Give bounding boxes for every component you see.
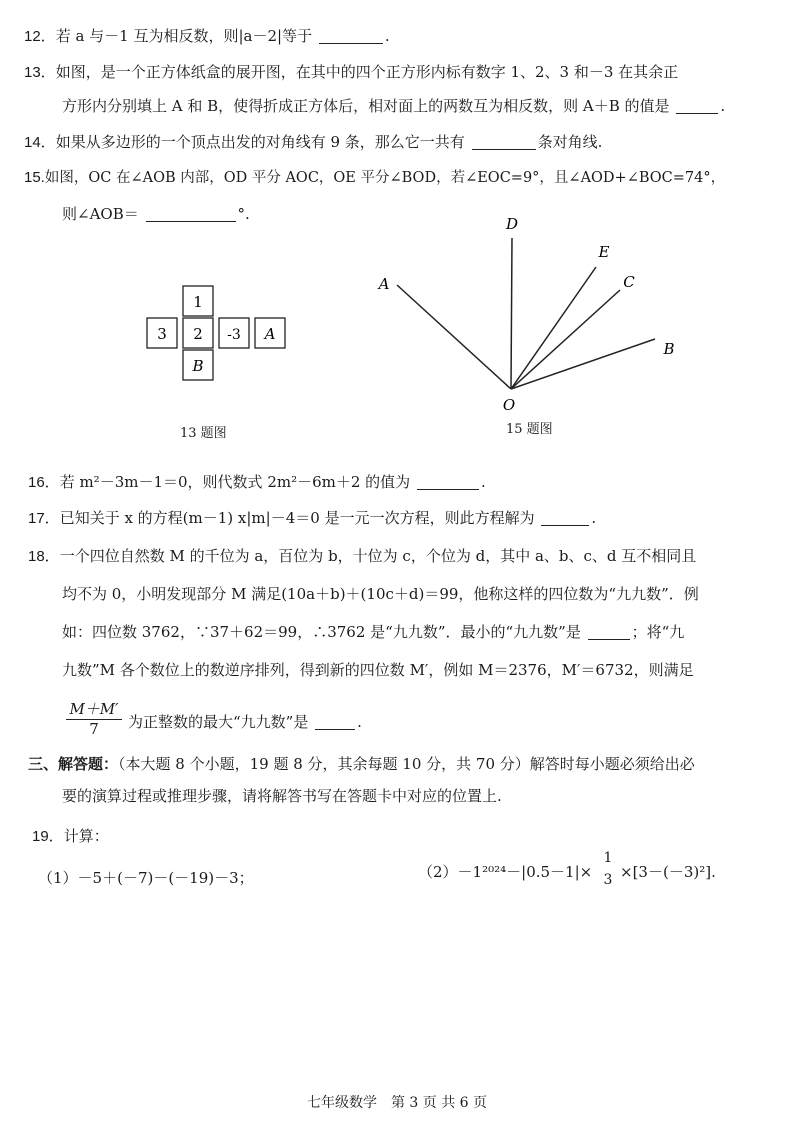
question-text: 为正整数的最大“九九数”是 [128, 713, 309, 731]
question-text-end: °. [237, 205, 250, 223]
question-number: 12． [24, 28, 56, 45]
question-text: 计算： [63, 827, 109, 845]
question-text: 如：四位数 3762，∵37＋62＝99，∴3762 是“九九数”．最小的“九九数”是 [62, 623, 581, 641]
question-text: 若 m²－3m－1＝0，则代数式 2m²－6m＋2 的值为 [59, 473, 411, 491]
question-18-line-3 [62, 622, 684, 642]
point-label-E: E [598, 243, 610, 261]
net-label-bottom: B [192, 357, 204, 375]
question-text: 已知关于 x 的方程(m－1) x|m|－4＝0 是一元一次方程，则此方程解为 [59, 509, 535, 527]
question-text: 如果从多边形的一个顶点出发的对角线有 9 条，那么它一共有 [55, 133, 465, 151]
question-text-end: . [720, 97, 726, 115]
figure-13-cube-net [140, 280, 300, 390]
ray-OA [397, 285, 511, 389]
question-text: 则∠AOB＝ [62, 205, 139, 223]
fraction-one-third [600, 850, 616, 888]
net-label-right1: -3 [227, 327, 241, 343]
question-14 [24, 132, 602, 153]
question-text-end: ；将“九 [631, 623, 685, 641]
answer-blank[interactable] [319, 29, 383, 44]
answer-blank-2[interactable] [315, 715, 355, 730]
question-text-end: 条对角线. [537, 133, 603, 151]
problem-expression: （1）－5＋(－7)－(－19)－3； [38, 869, 254, 887]
figure-13-caption: 13 题图 [180, 426, 227, 441]
question-18-line-5 [128, 712, 362, 732]
section-title: 三、解答题： [28, 755, 119, 773]
section-3-line-2 [62, 786, 502, 806]
answer-blank[interactable] [417, 475, 479, 490]
question-12 [24, 26, 390, 47]
question-19-part-2 [418, 862, 592, 882]
question-15-line-2 [62, 204, 250, 224]
point-label-D: D [505, 215, 519, 233]
question-number: 19． [32, 828, 64, 845]
point-label-A: A [378, 275, 390, 293]
question-19-part-2-end [620, 862, 716, 882]
net-label-center: 2 [193, 325, 203, 343]
fraction-numerator: M＋M′ [66, 698, 122, 720]
question-18-line-2 [62, 584, 699, 604]
question-16 [28, 472, 486, 493]
section-instruction: 要的演算过程或推理步骤，请将解答书写在答题卡中对应的位置上. [62, 787, 502, 805]
problem-expression-end: ×[3－(－3)²]. [620, 863, 716, 881]
point-label-O: O [502, 396, 516, 414]
question-text-end: . [357, 713, 362, 731]
question-19-title [32, 826, 109, 847]
ray-OE [511, 267, 596, 389]
section-instruction: （本大题 8 个小题，19 题 8 分，其余每题 10 分，共 70 分）解答时每小题必须给出必 [118, 755, 695, 773]
net-label-right2: A [264, 325, 276, 343]
question-text: 九数”M 各个数位上的数逆序排列，得到新的四位数 M′，例如 M＝2376，M′＝6732，则满足 [62, 661, 694, 679]
question-number: 16． [28, 474, 60, 491]
fraction-denominator: 3 [603, 872, 613, 888]
ray-OD [511, 238, 512, 389]
question-18-line-4 [62, 660, 694, 680]
question-13-line-1 [24, 62, 678, 83]
question-text: 均不为 0，小明发现部分 M 满足(10a＋b)＋(10c＋d)＝99，他称这样的四位数为“九九数”．例 [62, 585, 699, 603]
problem-expression-start: （2）－1²⁰²⁴－|0.5－1|× [418, 863, 593, 881]
page-footer: 七年级数学 第 3 页 共 6 页 [306, 1095, 488, 1111]
answer-blank-1[interactable] [588, 625, 630, 640]
section-3-line-1 [28, 754, 695, 774]
ray-OC [511, 290, 620, 389]
answer-blank[interactable] [676, 99, 718, 114]
figure-15-angle-diagram [370, 205, 690, 420]
fraction-denominator: 7 [89, 720, 99, 738]
question-text-end: . [384, 27, 390, 45]
answer-blank[interactable] [541, 511, 589, 526]
question-text: 如图，是一个正方体纸盒的展开图，在其中的四个正方形内标有数字 1、2、3 和－3 在其余正 [55, 63, 679, 81]
question-number: 17． [28, 510, 60, 527]
question-13-line-2 [62, 96, 725, 116]
net-label-top: 1 [193, 293, 203, 311]
net-label-left: 3 [157, 325, 167, 343]
question-text-end: . [480, 473, 486, 491]
question-19-part-1 [38, 868, 254, 888]
question-text: 如图，OC 在∠AOB 内部，OD 平分 AOC，OE 平分∠BOD，若∠EOC=9°，且∠AOD+∠BOC=74°， [44, 170, 726, 186]
question-text: 一个四位自然数 M 的千位为 a，百位为 b，十位为 c，个位为 d，其中 a、b、c、d 互不相同且 [59, 547, 697, 565]
point-label-C: C [623, 273, 635, 291]
question-18-line-1 [28, 546, 696, 567]
question-text-end: . [591, 509, 597, 527]
question-number: 13． [24, 64, 56, 81]
question-number: 15. [24, 169, 45, 186]
ray-OB [511, 339, 655, 389]
fraction-numerator: 1 [603, 850, 613, 866]
question-number: 18． [28, 548, 60, 565]
point-label-B: B [663, 340, 675, 358]
answer-blank[interactable] [472, 135, 536, 150]
question-17 [28, 508, 596, 529]
question-number: 14． [24, 134, 56, 151]
question-text: 方形内分别填上 A 和 B，使得折成正方体后，相对面上的两数互为相反数，则 A＋B 的值是 [62, 97, 670, 115]
figure-15-caption: 15 题图 [506, 422, 553, 437]
fraction-m-plus-m-prime-over-7 [66, 698, 122, 738]
question-15-line-1 [24, 168, 725, 188]
question-text: 若 a 与－1 互为相反数，则|a－2|等于 [55, 27, 313, 45]
answer-blank[interactable] [146, 207, 236, 222]
